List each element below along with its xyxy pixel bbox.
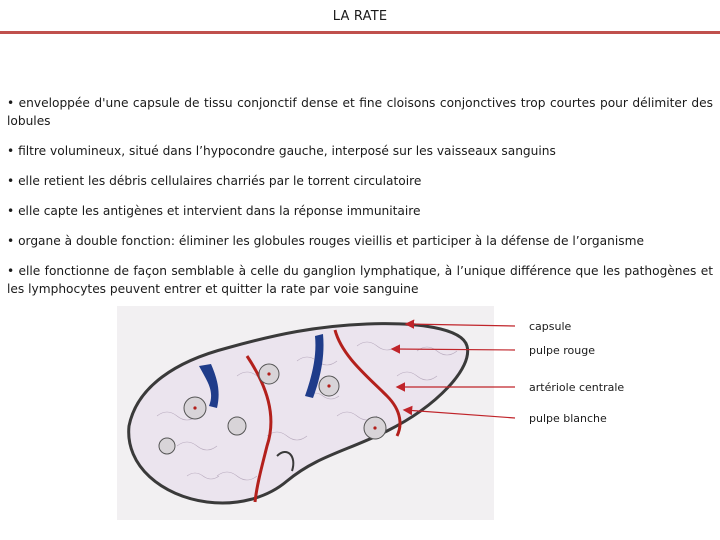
bullet-capsule: • enveloppée d'une capsule de tissu conjonctif dense et fine cloisons conjonctives trop courtes pour délimiter des lobules <box>7 96 713 128</box>
label-red-pulp: pulpe rouge <box>529 344 595 357</box>
label-central-arteriole: artériole centrale <box>529 381 625 394</box>
bullet-debris: • elle retient les débris cellulaires charriés par le torrent circulatoire <box>7 174 422 188</box>
label-capsule: capsule <box>529 320 572 333</box>
bullet-lymph-node: • elle fonctionne de façon semblable à celle du ganglion lymphatique, à l’unique différence que les pathogènes et les lymphocytes peuvent entrer et quitter la rate par voie sanguine <box>7 264 713 296</box>
bullet-filter: • filtre volumineux, situé dans l’hypocondre gauche, interposé sur les vaisseaux sanguins <box>7 144 556 158</box>
label-white-pulp: pulpe blanche <box>529 412 607 425</box>
title-divider <box>0 31 720 34</box>
slide-title: LA RATE <box>332 9 388 24</box>
bullet-list <box>7 94 713 310</box>
bullet-double-function: • organe à double fonction: éliminer les globules rouges vieillis et participer à la défense de l’organisme <box>7 234 644 248</box>
bullet-antigens: • elle capte les antigènes et intervient dans la réponse immunitaire <box>7 204 421 218</box>
spleen-illustration <box>117 306 494 520</box>
